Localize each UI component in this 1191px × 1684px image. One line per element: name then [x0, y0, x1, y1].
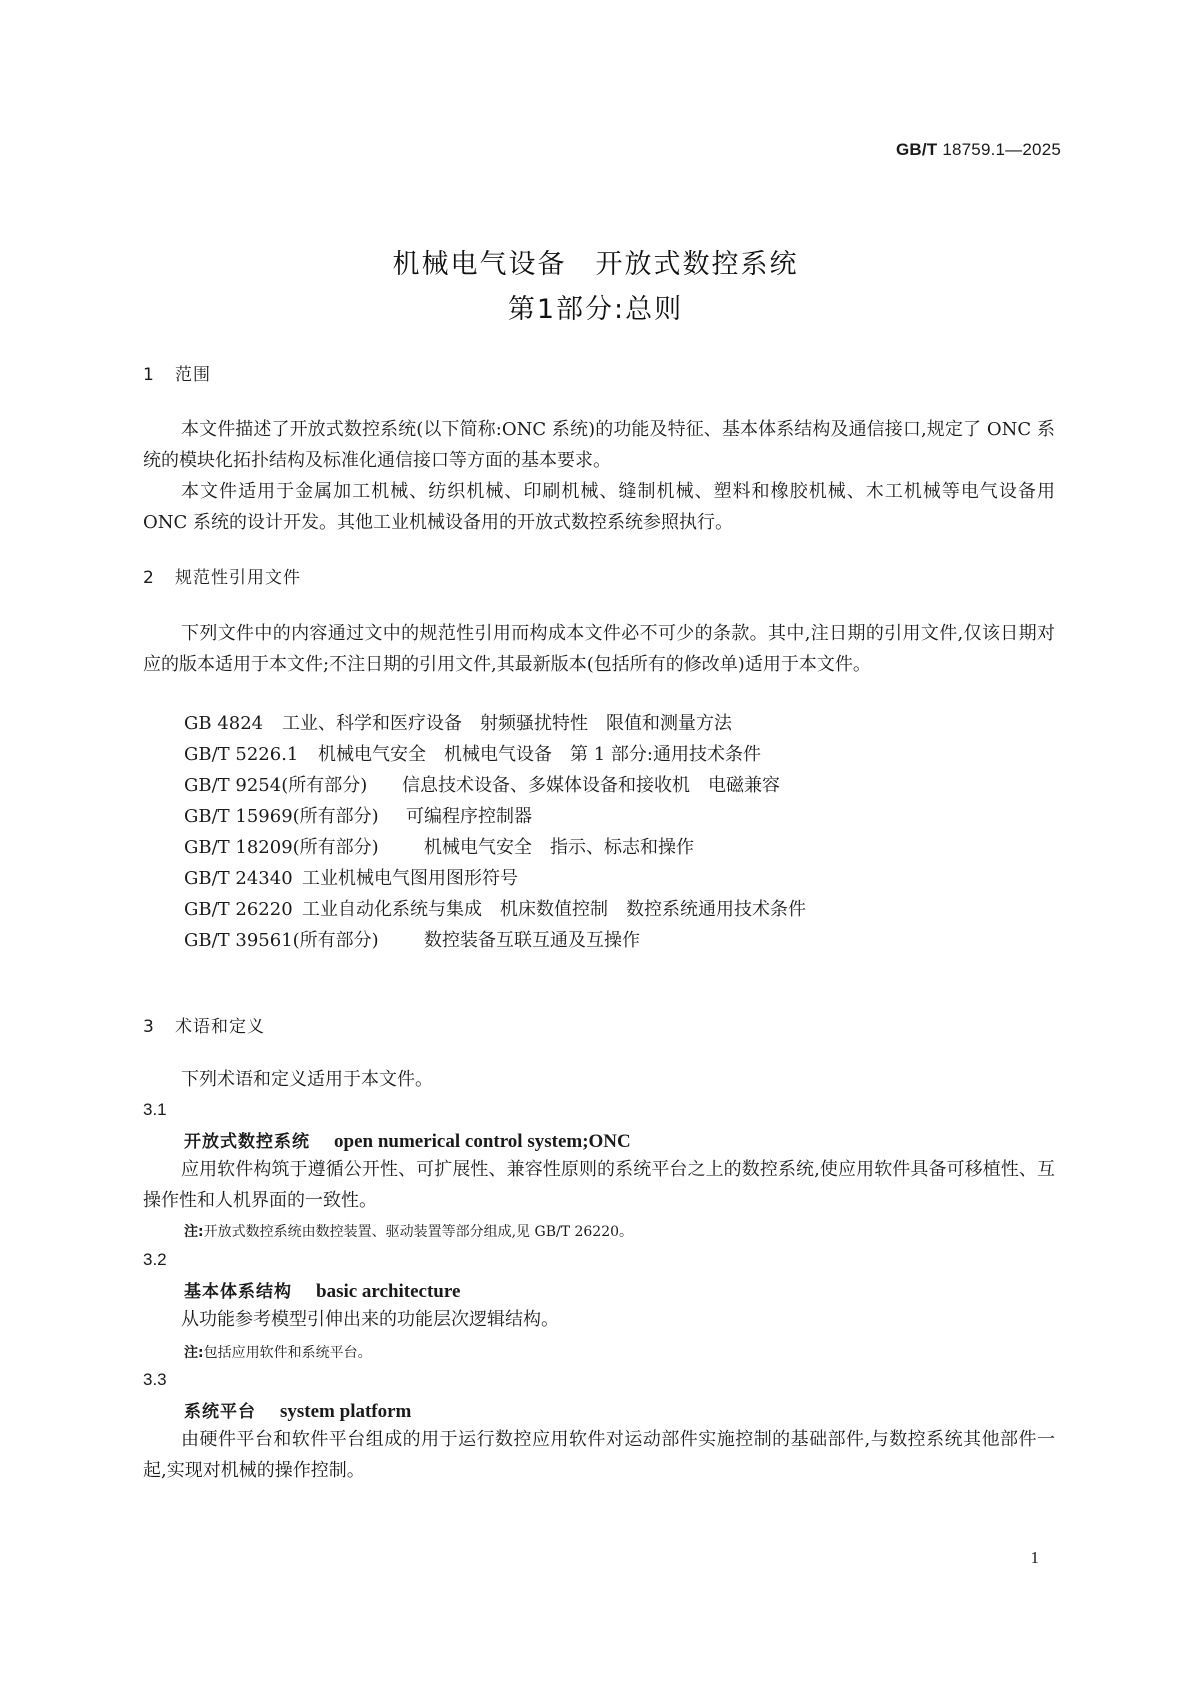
- section-1-paragraph-2: 本文件适用于金属加工机械、纺织机械、印刷机械、缝制机械、塑料和橡胶机械、木工机械等电气设备用 ONC 系统的设计开发。其他工业机械设备用的开放式数控系统参照执行。: [143, 481, 1055, 533]
- reference-item: [184, 925, 640, 956]
- reference-title: 工业自动化系统与集成 机床数值控制 数控系统通用技术条件: [302, 899, 806, 920]
- section-title: 规范性引用文件: [175, 568, 301, 588]
- section-number: 2: [143, 568, 155, 588]
- reference-title: 信息技术设备、多媒体设备和接收机 电磁兼容: [402, 775, 780, 796]
- reference-item: [184, 708, 732, 739]
- reference-title: 可编程序控制器: [406, 806, 532, 827]
- section-2-heading: [143, 563, 301, 588]
- term-note: [184, 1221, 633, 1241]
- note-text: 包括应用软件和系统平台。: [203, 1345, 372, 1361]
- reference-item: [184, 739, 761, 770]
- reference-code: GB 4824: [184, 713, 264, 734]
- reference-item: [184, 832, 694, 863]
- standard-code-number: 18759.1—2025: [942, 140, 1061, 159]
- term-heading: [184, 1127, 631, 1153]
- term-english: basic architecture: [316, 1281, 461, 1302]
- term-number: 3.1: [143, 1100, 167, 1119]
- section-number: 1: [143, 365, 155, 385]
- note-label: 注:: [184, 1345, 204, 1361]
- reference-code: GB/T 15969(所有部分): [184, 806, 379, 827]
- section-3-heading: [143, 1012, 265, 1037]
- term-number: 3.3: [143, 1370, 167, 1389]
- term-heading: [184, 1397, 411, 1423]
- term-definition: 从功能参考模型引伸出来的功能层次逻辑结构。: [181, 1309, 559, 1330]
- reference-code: GB/T 18209(所有部分): [184, 837, 379, 858]
- section-3-intro: 下列术语和定义适用于本文件。: [181, 1069, 433, 1090]
- document-title-line1: 机械电气设备 开放式数控系统: [392, 249, 799, 280]
- standard-code: [896, 140, 1061, 160]
- section-number: 3: [143, 1017, 155, 1037]
- document-title-line2: 第1部分:总则: [507, 294, 684, 325]
- note-text: 开放式数控系统由数控装置、驱动装置等部分组成,见 GB/T 26220。: [203, 1224, 634, 1240]
- term-heading: [184, 1277, 460, 1303]
- term-chinese: 开放式数控系统: [184, 1132, 310, 1152]
- reference-item: [184, 801, 532, 832]
- term-note: [184, 1342, 372, 1362]
- section-1-heading: [143, 360, 211, 385]
- reference-title: 机械电气安全 机械电气设备 第 1 部分:通用技术条件: [318, 744, 761, 765]
- page-number: 1: [1030, 1548, 1039, 1567]
- section-1-paragraph-1: 本文件描述了开放式数控系统(以下简称:ONC 系统)的功能及特征、基本体系结构及通信接口,规定了 ONC 系统的模块化拓扑结构及标准化通信接口等方面的基本要求。: [143, 419, 1055, 471]
- reference-title: 数控装备互联互通及互操作: [424, 930, 640, 951]
- reference-code: GB/T 26220: [184, 899, 293, 920]
- standard-code-prefix: GB/T: [895, 140, 938, 159]
- reference-code: GB/T 39561(所有部分): [184, 930, 379, 951]
- term-chinese: 系统平台: [184, 1402, 256, 1422]
- term-definition: 应用软件构筑于遵循公开性、可扩展性、兼容性原则的系统平台之上的数控系统,使应用软件具备可移植性、互操作性和人机界面的一致性。: [143, 1159, 1055, 1211]
- term-definition: 由硬件平台和软件平台组成的用于运行数控应用软件对运动部件实施控制的基础部件,与数控系统其他部件一起,实现对机械的操作控制。: [143, 1429, 1055, 1481]
- term-english: system platform: [280, 1401, 412, 1422]
- reference-item: [184, 894, 806, 925]
- reference-code: GB/T 9254(所有部分): [184, 775, 368, 796]
- section-title: 术语和定义: [175, 1017, 265, 1037]
- reference-code: GB/T 5226.1: [184, 744, 299, 765]
- reference-code: GB/T 24340: [184, 868, 293, 889]
- reference-title: 工业机械电气图用图形符号: [302, 868, 518, 889]
- section-2-intro: 下列文件中的内容通过文中的规范性引用而构成本文件必不可少的条款。其中,注日期的引用文件,仅该日期对应的版本适用于本文件;不注日期的引用文件,其最新版本(包括所有的修改单)适用于本文件。: [143, 623, 1055, 675]
- section-title: 范围: [175, 365, 211, 385]
- reference-title: 机械电气安全 指示、标志和操作: [424, 837, 694, 858]
- reference-title: 工业、科学和医疗设备 射频骚扰特性 限值和测量方法: [282, 713, 732, 734]
- note-label: 注:: [184, 1224, 204, 1240]
- reference-item: [184, 770, 780, 801]
- reference-item: [184, 863, 518, 894]
- term-chinese: 基本体系结构: [184, 1282, 292, 1302]
- term-english: open numerical control system;ONC: [334, 1131, 631, 1152]
- term-number: 3.2: [143, 1250, 167, 1269]
